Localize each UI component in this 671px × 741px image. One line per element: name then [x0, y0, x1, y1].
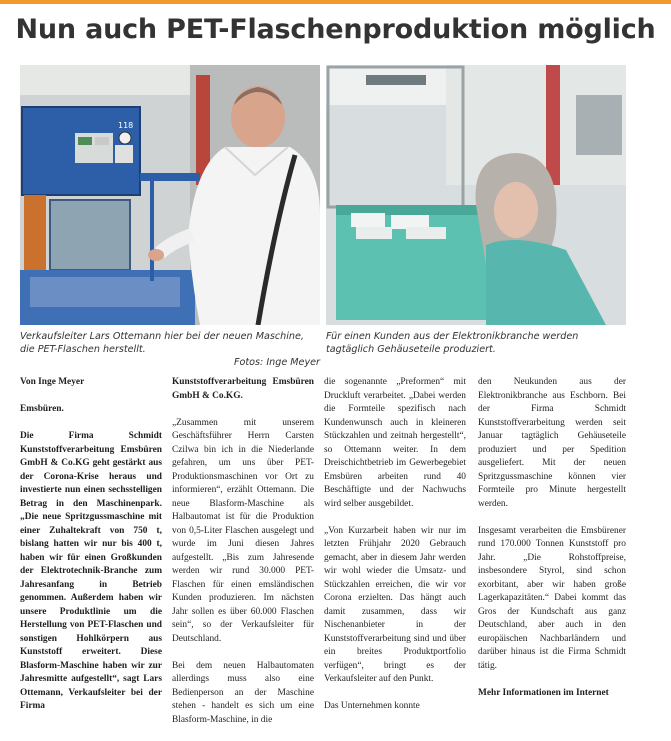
more-info-heading: Mehr Informationen im Internet [478, 687, 609, 698]
article-column-4 [478, 376, 626, 714]
photo-production-line [326, 65, 626, 325]
column-3-paragraph-3: Das Unternehmen konnte [324, 701, 420, 711]
column-2-paragraph-2: Bei dem neuen Halbautomaten allerdings muss also eine Bedienperson an der Maschine stehen - handelt es sich um eine Blasform-Maschine, in die [172, 660, 314, 725]
column-4-paragraph-1: den Neukunden aus der Elektronikbranche aus Eschborn. Bei der Firma Schmidt Kunststoffverarbeitung werden seit Januar tagtäglich Gehäuseteile produziert und per Spedition ausgeliefert. Mit der neuen Spritzgussmaschine können vier Formteile pro Minute hergestellt werden. [478, 377, 626, 509]
photo-credit: Fotos: Inge Meyer [234, 357, 320, 368]
top-accent-bar [0, 0, 671, 4]
article-column-2 [172, 376, 314, 741]
article-column-3 [324, 376, 466, 727]
caption-left-text: Verkaufsleiter Lars Ottemann hier bei der neuen Maschine, die PET-Flaschen herstellt. [20, 331, 304, 355]
dateline: Emsbüren. [20, 404, 64, 414]
photo-salesman-machine [20, 65, 320, 325]
article-lead: Die Firma Schmidt Kunststoffverarbeitung Emsbüren GmbH & Co.KG geht gestärkt aus der Corona-Krise heraus und investierte nun einen sechsstelligen Betrag in den Maschinenpark. „Die neue Spritzgussmaschine mit einer Zuhaltekraft von 750 t, bislang hatten wir nur bis 400 t, haben wir für einen Großkunden der Elektrotechnik-Branche zum Jahresanfang in Betrieb genommen. Außerdem haben wir unsere Produktlinie um die Herstellung von PET-Flaschen und sonstigen Hohlkörpern aus Kunststoff erweitert. Diese Blasform-Maschine haben wir zur Jahresmitte aufgestellt“, sagt Lars Ottemann, Verkaufsleiter bei der Firma [20, 431, 162, 711]
column-2-paragraph-1: „Zusammen mit unserem Geschäftsführer Herrn Carsten Czilwa bin ich in die Niederlande gefahren, um uns über PET-Produktionsmaschinen vor Ort zu informieren“, erzählt Ottemann. Die neue Blasform-Maschine als Halbautomat ist für die Produktion von 0,5-Liter Flaschen ausgelegt und wurde im Juni diesen Jahres aufgestellt. „Bis zum Jahresende werden wir rund 30.000 PET-Flaschen für einen emsländischen Kunden produzieren. Im nächsten Jahr sollen es über 60.000 Flaschen sein“, so der Verkaufsleiter für Deutschland. [172, 417, 314, 644]
column-3-paragraph-1: die sogenannte „Preformen“ mit Druckluft verarbeitet. „Dabei werden die Formteile spezifisch nach Kundenwunsch auch in kleineren Stückzahlen und zeitnah hergestellt“, so Ottemann weiter. In dem Dreischichtbetrieb im Gewerbegebiet Emsbüren arbeiten rund 40 Beschäftigte und der Nachwuchs wird selber ausgebildet. [324, 377, 466, 509]
headline: Nun auch PET-Flaschenproduktion möglich [15, 14, 656, 45]
caption-right: Für einen Kunden aus der Elektronikbranche werden tagtäglich Gehäuseteile produziert. [326, 331, 579, 355]
machine-label: 118 [118, 121, 134, 130]
column-4-paragraph-2: Insgesamt verarbeiten die Emsbürener rund 170.000 Tonnen Kunststoff pro Jahr. „Die Rohstoffpreise, insbesondere Styrol, sind schon exorbitant, aber wir haben große Lagerkapazitäten.“ Dabei kommt das Gros der Kundschaft aus ganz Deutschland, aber auch in den europäischen Nachbarländern und darüber hinaus ist die Firma Schmidt tätig. [478, 525, 626, 671]
caption-left [20, 330, 320, 369]
article-column-1 [20, 376, 162, 727]
byline: Von Inge Meyer [20, 377, 85, 387]
column-2-heading: Kunststoffverarbeitung Emsbüren GmbH & Co.KG. [172, 377, 314, 401]
column-3-paragraph-2: „Von Kurzarbeit haben wir nur im letzten Frühjahr 2020 Gebrauch gemacht, aber in diesem Jahr werden wir wohl wieder die Umsatz- und Stückzahlen erreichen, die wir vor Corona erzielten. Das hängt auch damit zusammen, dass wir Nischenanbieter in der Kunststoffverarbeitung sind und über ein breites Produktportfolio verfügen“, bringt es der Verkaufsleiter auf den Punkt. [324, 525, 466, 684]
